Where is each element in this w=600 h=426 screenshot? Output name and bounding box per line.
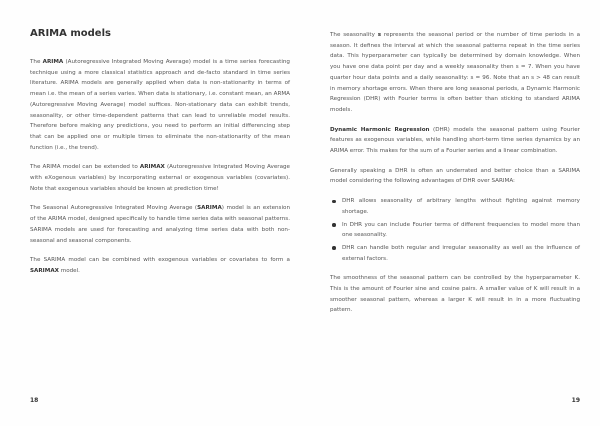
paragraph: Generally speaking a DHR is often an underrated and better choice than a SARIMA model considering the following advantages of DHR over SARIMA:: [330, 167, 580, 185]
bold-term: SARIMAX: [30, 267, 59, 274]
section-heading: ARIMA models: [30, 28, 111, 39]
paragraph: The Seasonal Autoregressive Integrated Moving Average (SARIMA) model is an extension of the ARIMA model, designed specifically to handle time series data with seasonal patterns. SARIMA models are used for forecasting and analyzing time series data with both non-seasonal and seasonal components.: [30, 205, 290, 244]
bold-term: s: [377, 32, 382, 38]
left-column: [30, 57, 290, 286]
advantages-list: [330, 196, 580, 264]
bold-term: SARIMA: [197, 205, 222, 212]
right-column: [330, 30, 580, 325]
paragraph: The seasonality s represents the seasonal period or the number of time periods in a season. It defines the interval at which the seasonal patterns repeat in the time series data. This hyperparameter can typically be determined by domain knowledge. When you have one data point per day and a weekly seasonality then s = 7. When you have quarter hour data points and a daily seasonality: s = 96. Note that an s > 48 can result in memory shortage errors. When there are long seasonal periods, a Dynamic Harmonic Regression (DHR) with Fourier terms is often better than sticking to standard ARIMA models.: [330, 32, 580, 113]
paragraph: Dynamic Harmonic Regression (DHR) models the seasonal pattern using Fourier features as exogenous variables, while handling short-term time series dynamics by an ARIMA error. This makes for the sum of a Fourier series and a linear combination.: [330, 126, 580, 155]
bold-term: ARIMAX: [139, 164, 165, 171]
list-item: In DHR you can include Fourier terms of different frequencies to model more than one seasonality.: [330, 220, 580, 241]
list-item: DHR can handle both regular and irregular seasonality as well as the influence of external factors.: [330, 243, 580, 264]
list-item: DHR allows seasonality of arbitrary lengths without fighting against memory shortage.: [330, 196, 580, 217]
paragraph: The ARIMA (Autoregressive Integrated Moving Average) model is a time series forecasting technique using a more classical statistics approach and de-facto standard in time series literature. ARIMA models are generally applied when data is non-stationarity in terms of mean i.e. the mean of a series varies. When data is stationary, i.e. constant mean, an ARMA (Autoregressive Moving Average) model suffices. Non-stationary data can exhibit trends, seasonality, or other time-dependent patterns that can lead to unreliable model results. Therefore before making any predictions, you need to perform an initial differencing step that can be applied one or multiple times to eliminate the non-stationarity of the mean function (i.e., the trend).: [30, 59, 290, 151]
paragraph: The smoothness of the seasonal pattern can be controlled by the hyperparameter K. This is the amount of Fourier sine and cosine pairs. A smaller value of K will result in a smoother seasonal pattern, whereas a larger K will result in in a more fluctuating pattern.: [330, 275, 580, 314]
bold-term: ARIMA: [42, 59, 64, 65]
bold-term: Dynamic Harmonic Regression: [330, 126, 430, 133]
page-number: 18: [30, 397, 39, 404]
paragraph: The SARIMA model can be combined with exogenous variables or covariates to form a SARIMAX model.: [30, 257, 290, 274]
paragraph: The ARIMA model can be extended to ARIMAX (Autoregressive Integrated Moving Average with eXogenous variables) by incorporating external or exogenous variables (covariates). Note that exogenous variables should be known at prediction time!: [30, 164, 290, 192]
page-number: 19: [571, 397, 580, 404]
right-page: [300, 0, 600, 426]
